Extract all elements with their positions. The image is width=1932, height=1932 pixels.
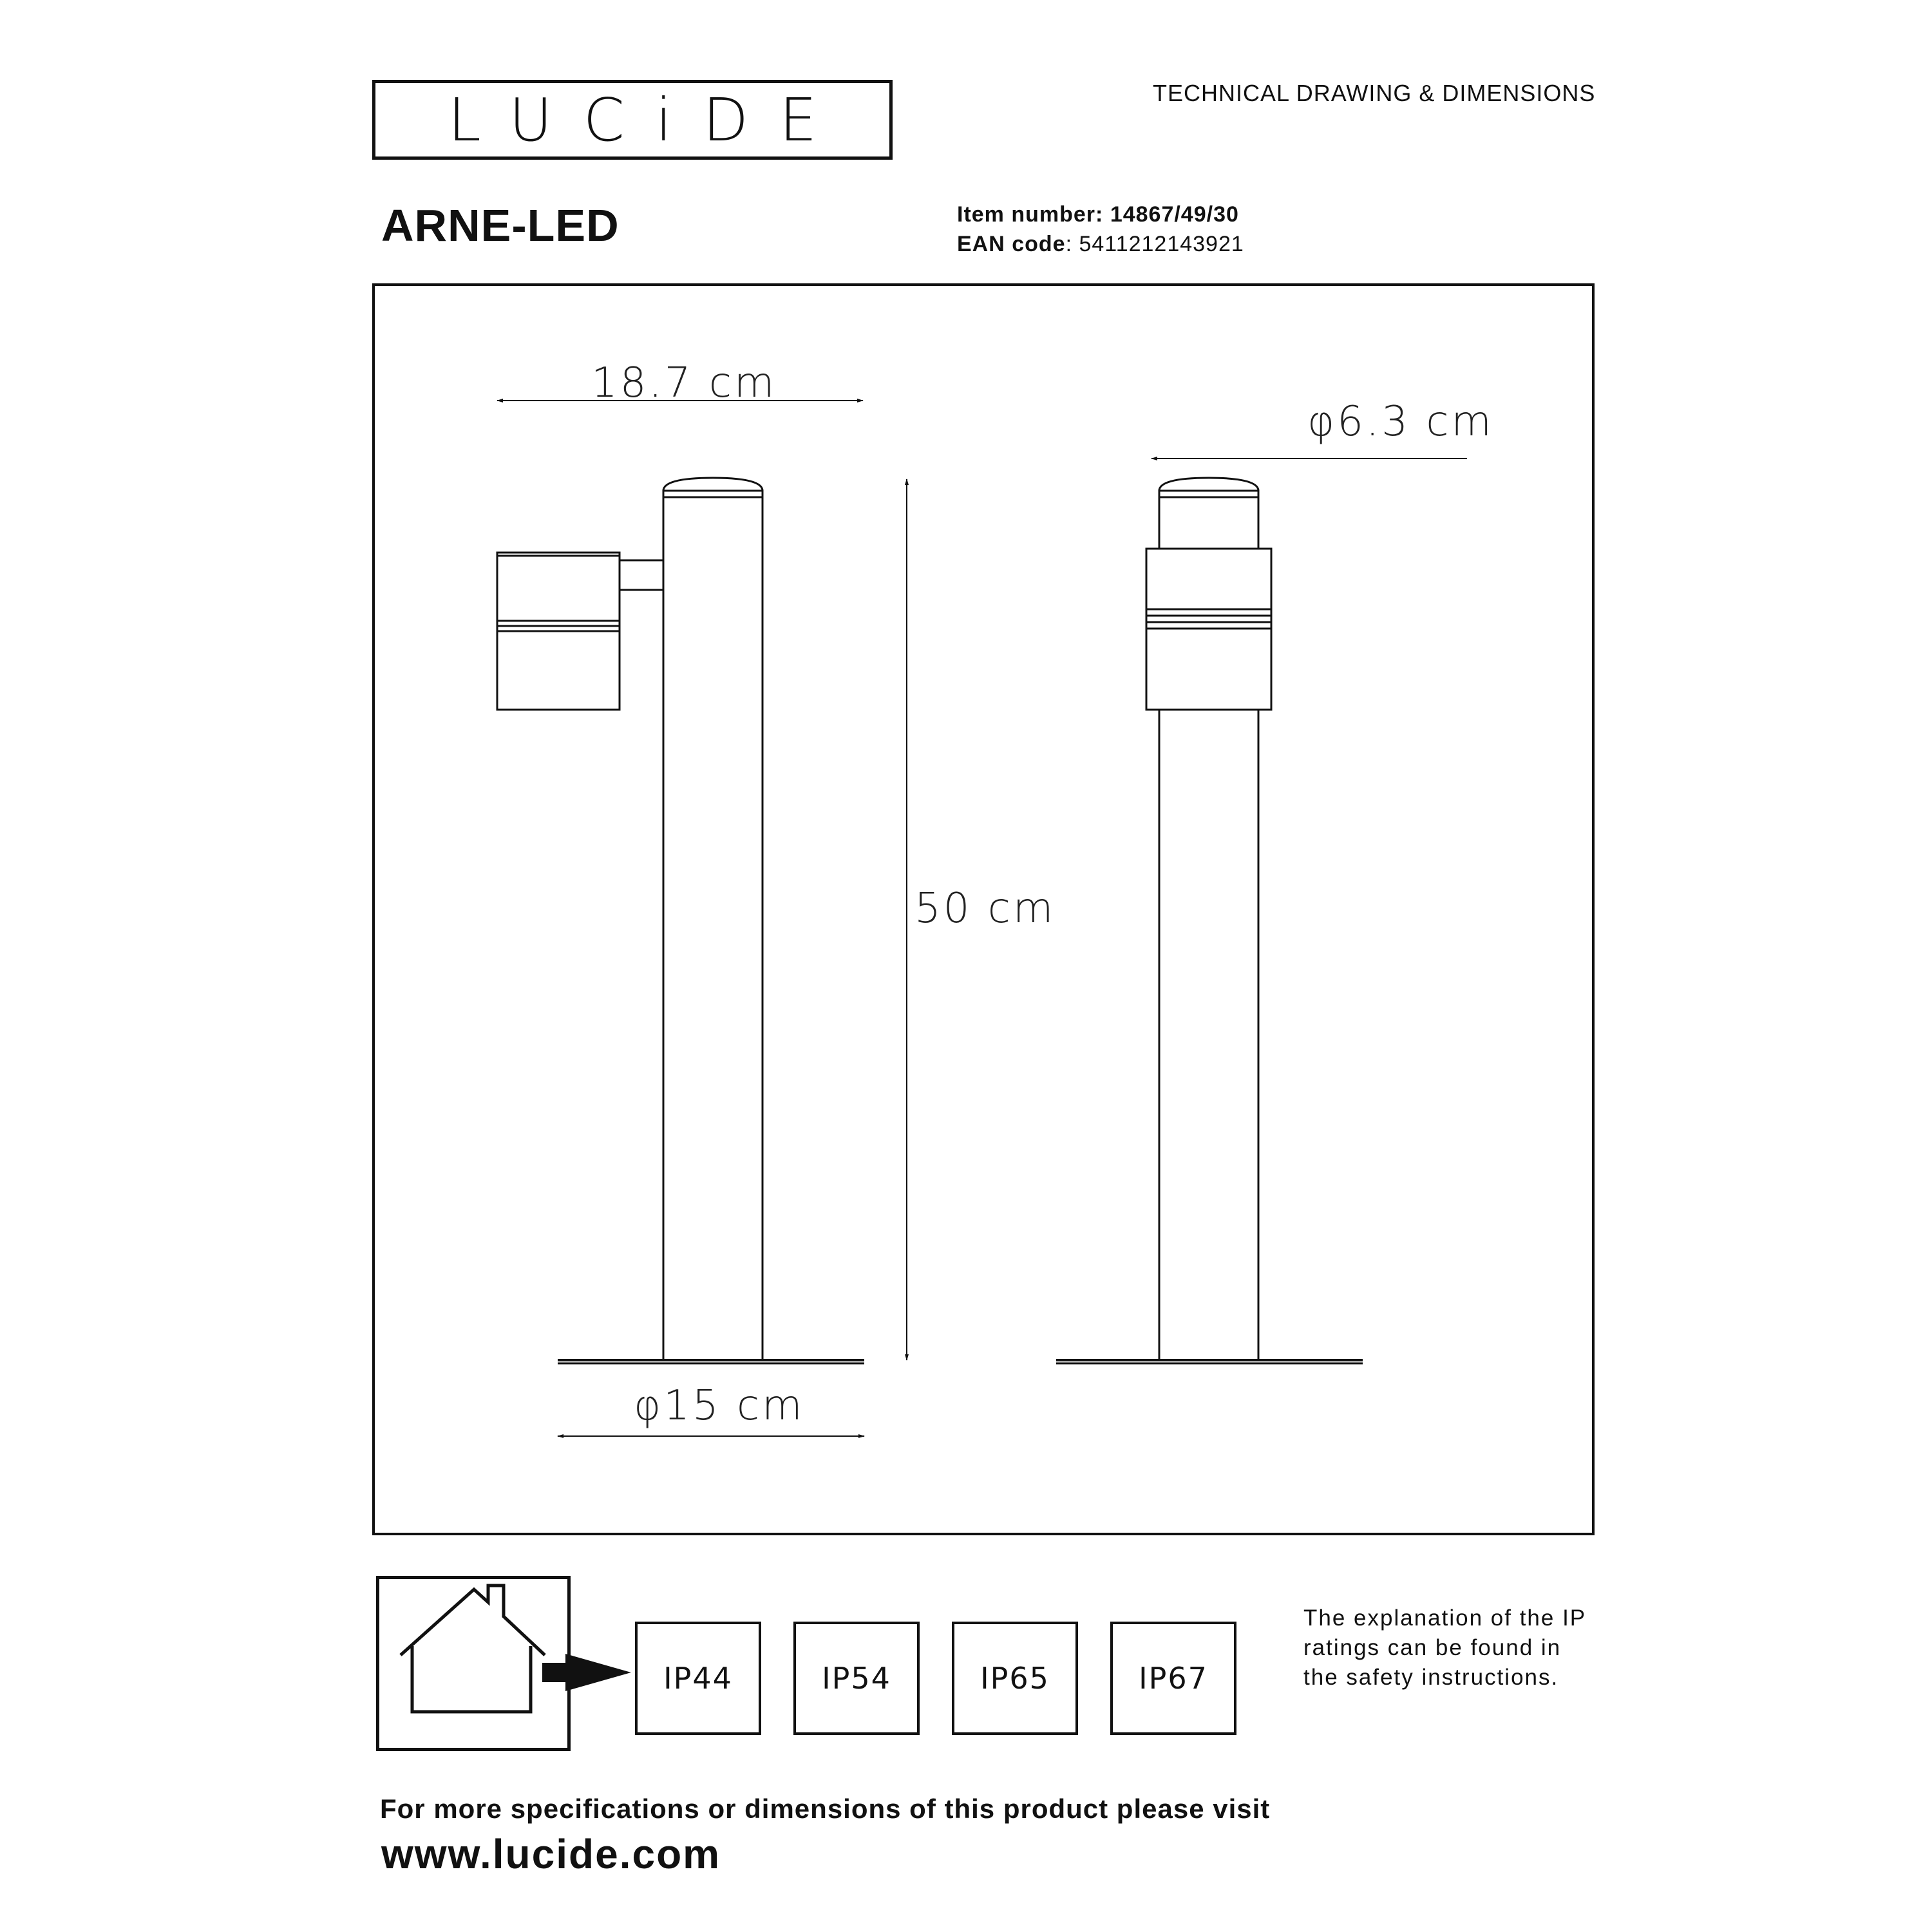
width-dimension-label: 18.7 cm <box>591 359 777 407</box>
ean-code-value: : 5411212143921 <box>1065 232 1244 256</box>
ip-rating-ip54: IP54 <box>793 1622 920 1735</box>
ip-rating-note: The explanation of the IP ratings can be found in the safety instructions. <box>1303 1605 1586 1690</box>
side-view-lamp <box>497 478 864 1363</box>
footer-text: For more specifications or dimensions of this product please visit <box>380 1794 1271 1824</box>
ean-code-label: EAN code <box>957 232 1066 256</box>
ip-rating-ip67: IP67 <box>1110 1622 1236 1735</box>
base-diameter-dimension-label: φ15 cm <box>634 1382 805 1430</box>
product-name: ARNE-LED <box>381 200 620 251</box>
height-dimension-label: 50 cm <box>914 885 1056 933</box>
document-title: TECHNICAL DRAWING & DIMENSIONS <box>1153 80 1596 106</box>
head-diameter-dimension-label: φ6.3 cm <box>1307 398 1494 446</box>
item-number-value: 14867/49/30 <box>1110 202 1239 227</box>
ip-rating-ip44: IP44 <box>635 1622 761 1735</box>
front-view-lamp <box>1056 478 1363 1363</box>
item-number-label: Item number: <box>957 202 1104 227</box>
website-link[interactable]: www.lucide.com <box>381 1831 721 1877</box>
indoor-outdoor-box <box>376 1576 571 1751</box>
brand-logo: LUCiDE <box>448 85 848 155</box>
ip-rating-ip65: IP65 <box>952 1622 1078 1735</box>
